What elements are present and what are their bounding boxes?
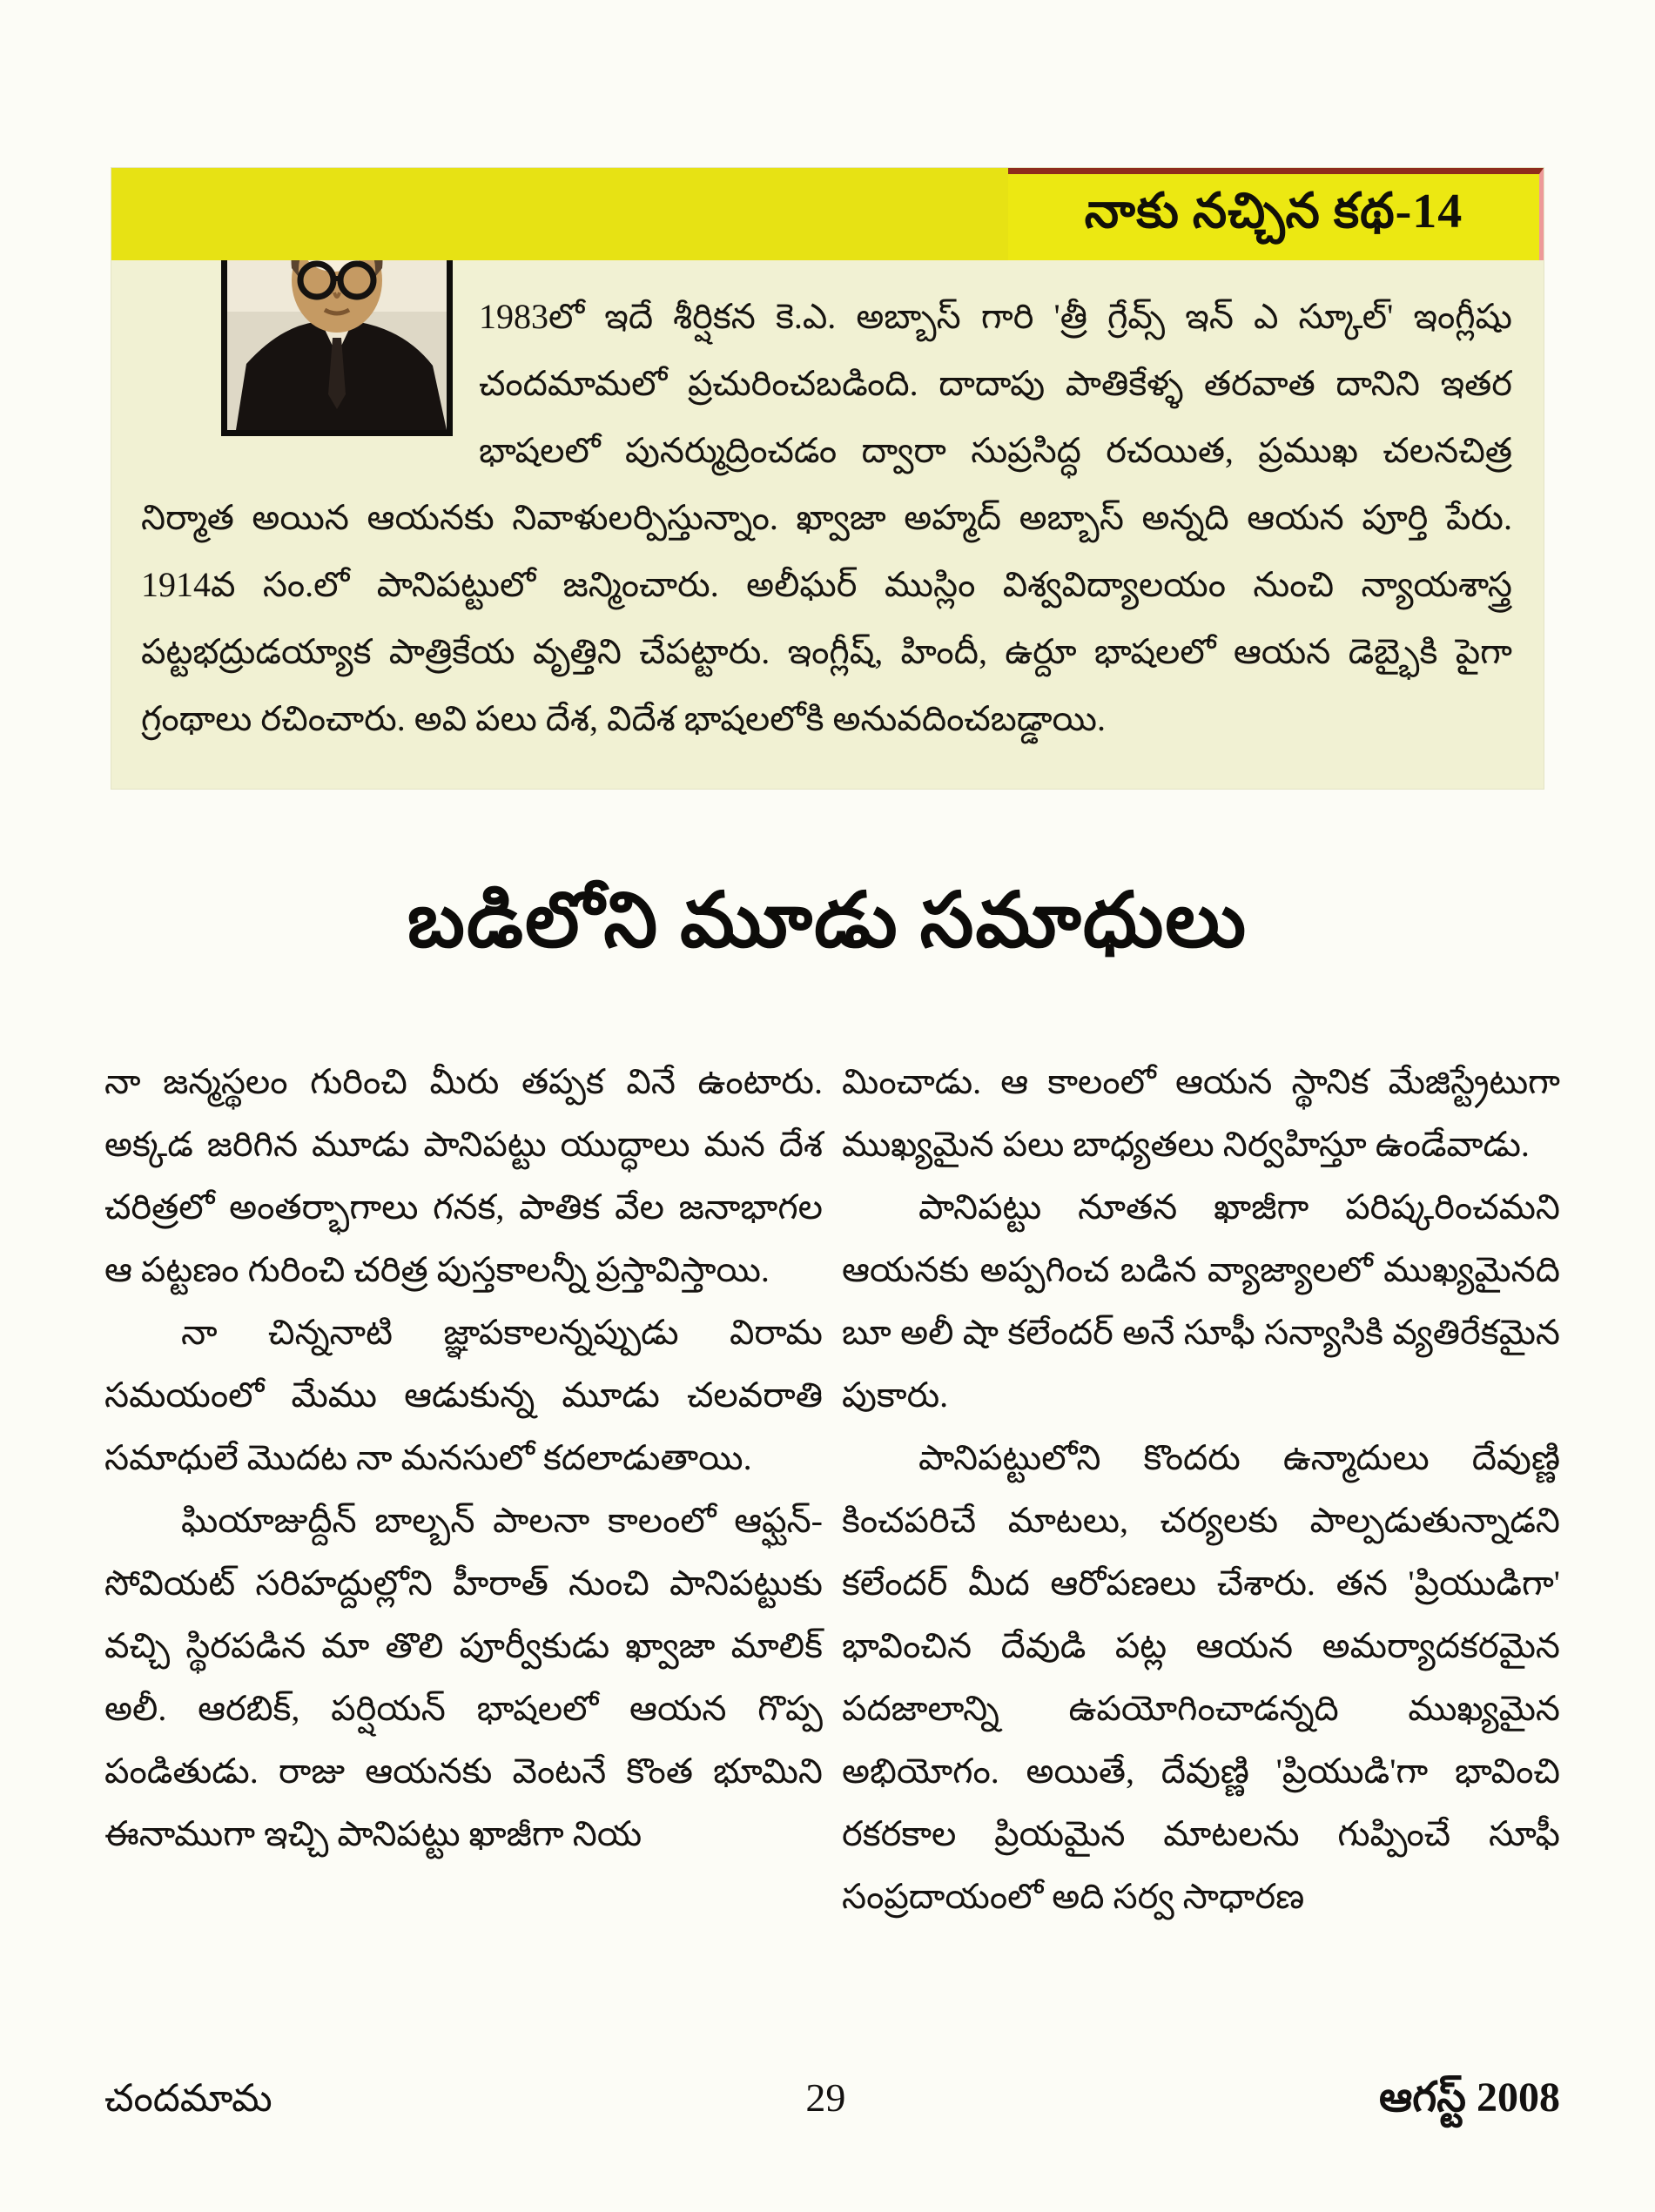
paragraph: నా చిన్ననాటి జ్ఞాపకాలన్నప్పుడు విరామ సమయంలో మేము ఆడుకున్న మూడు చలవరాతి సమాధులే మొదట నా మనసులో కదలాడుతాయి.: [104, 1313, 823, 1477]
paragraph: నా జన్మస్థలం గురించి మీరు తప్పక వినే ఉంటారు. అక్కడ జరిగిన మూడు పానిపట్టు యుద్ధాలు మన దేశ చరిత్రలో అంతర్భాగాలు గనక, పాతిక వేల జనాభాగల ఆ పట్టణం గురించి చరిత్ర పుస్తకాలన్నీ ప్రస్తావిస్తాయి.: [104, 1062, 823, 1289]
issue-date: ఆగస్ట్ 2008: [1379, 2074, 1560, 2121]
paragraph: మించాడు. ఆ కాలంలో ఆయన స్థానిక మేజిస్ట్రేటుగా ముఖ్యమైన పలు బాధ్యతలు నిర్వహిస్తూ ఉండేవాడు.: [842, 1062, 1560, 1164]
intro-box: [111, 168, 1544, 789]
paragraph: పానిపట్టులోని కొందరు ఉన్మాదులు దేవుణ్ణి కించపరిచే మాటలు, చర్యలకు పాల్పడుతున్నాడని కలేందర్ మీద ఆరోపణలు చేశారు. తన 'ప్రియుడిగా' భావించిన దేవుడి పట్ల ఆయన అమర్యాదకరమైన పదజాలాన్ని ఉపయోగించాడన్నది ముఖ్యమైన అభియోగం. అయితే, దేవుణ్ణి 'ప్రియుడి'గా భావించి రకరకాల ప్రియమైన మాటలను గుప్పించే సూఫీ సంప్రదాయంలో అది సర్వ సాధారణ: [842, 1438, 1560, 1916]
right-column: [842, 1051, 1560, 1928]
series-badge: నాకు నచ్చిన కథ-14: [1008, 168, 1544, 260]
intro-text: 1983లో ఇదే శీర్షికన కె.ఎ. అబ్బాస్ గారి 'త్రీ గ్రేవ్స్ ఇన్ ఎ స్కూల్' ఇంగ్లీషు చందమామలో ప్రచురించబడింది. దాదాపు పాతికేళ్ళ తరవాత దానిని ఇతర భాషలలో పునర్ముద్రించడం ద్వారా సుప్రసిద్ధ రచయిత, ప్రముఖ చలనచిత్ర నిర్మాత అయిన ఆయనకు నివాళులర్పిస్తున్నాం. ఖ్వాజా అహ్మద్ అబ్బాస్ అన్నది ఆయన పూర్తి పేరు. 1914వ సం.లో పానిపట్టులో జన్మించారు. అలీఘర్ ముస్లిం విశ్వవిద్యాలయం నుంచి న్యాయశాస్త్ర పట్టభద్రుడయ్యాక పాత్రికేయ వృత్తిని చేపట్టారు. ఇంగ్లీష్, హిందీ, ఉర్దూ భాషలలో ఆయన డెబ్భైకి పైగా గ్రంథాలు రచించారు. అవి పలు దేశ, విదేశ భాషలలోకి అనువదించబడ్డాయి.: [141, 297, 1512, 738]
article-body: [104, 1051, 1560, 1928]
magazine-name: చందమామ: [104, 2077, 272, 2120]
intro-content: [111, 260, 1544, 789]
paragraph: ఘియాజుద్దీన్ బాల్బన్ పాలనా కాలంలో ఆఫ్ఘన్-సోవియట్ సరిహద్దుల్లోని హీరాత్ నుంచి పానిపట్టుకు వచ్చి స్థిరపడిన మా తొలి పూర్వీకుడు ఖ్వాజా మాలిక్ అలీ. ఆరబిక్, పర్షియన్ భాషలలో ఆయన గొప్ప పండితుడు. రాజు ఆయనకు వెంటనే కొంత భూమిని ఈనాముగా ఇచ్చి పానిపట్టు ఖాజీగా నియ: [104, 1501, 823, 1853]
story-title: బడిలోని మూడు సమాధులు: [407, 879, 1248, 964]
yellow-band: [111, 168, 1544, 260]
page-number: 29: [805, 2075, 846, 2120]
left-column: [104, 1051, 823, 1928]
paragraph: పానిపట్టు నూతన ఖాజీగా పరిష్కరించమని ఆయనకు అప్పగించ బడిన వ్యాజ్యాలలో ముఖ్యమైనది బూ అలీ షా కలేందర్ అనే సూఫీ సన్యాసికి వ్యతిరేకమైన పుకారు.: [842, 1187, 1560, 1415]
page-footer: [104, 2074, 1560, 2132]
